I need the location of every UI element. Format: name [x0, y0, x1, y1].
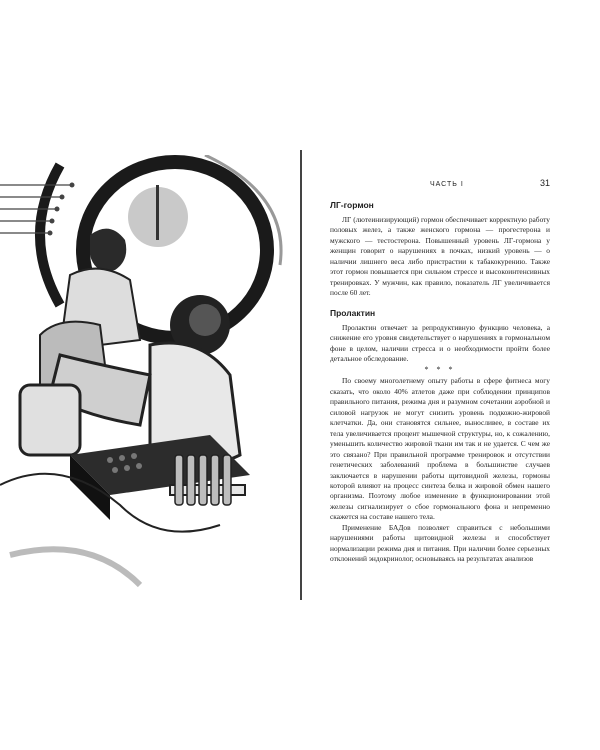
section-separator: * * * — [424, 365, 456, 375]
page-gutter — [300, 150, 302, 600]
section-heading-prolactin: Пролактин — [330, 307, 376, 318]
paragraph: По своему многолетнему опыту работы в сфере фитнеса могу сказать, что около 40% атлетов даже при соблюдении принципов правильного питания, режима дня и разумном сочетании аэробной и силовой нагрузок не могут снизить уровень подкожно-жировой клетчатки. Да, они становятся сильнее, выносливее, в составе их тела увеличивается процент мышечной структуры, но, к сожалению, уменьшить количество жировой ткани им так и не удается. С чем же это связано? При правильной программе тренировок и отсутствии генетических заболеваний проблема в большинстве случаев заключается в нарушении работы щитовидной железы, гормоны которой влияют на процесс синтеза белка и жировой обмен нашего организма. Поэтому любое изменение в функционировании этой железы сигнализирует о сбое гормонального фона и непременно скажется на составе нашего тела. — [330, 376, 550, 522]
paragraph: ЛГ (лютеинизирующий) гормон обеспечивает корректную работу половых желез, а также женского гормона — прогестерона и мужского — тестостерона. Повышенный уровень ЛГ-гормона у женщин говорит о нарушениях в почках, низкий уровень — о наличии лишнего веса либо пристрастии к табакокурению. Также этот гормон повышается при сильном стрессе и высокоинтенсивных тренировках. У мужчин, как правило, показатель ЛГ увеличивается после 60 лет. — [330, 215, 550, 298]
running-head — [330, 178, 550, 192]
part-label: ЧАСТЬ I — [430, 181, 464, 188]
paragraph: Применение БАДов позволяет справиться с небольшими нарушениями работы щитовидной железы и способствует нормализации режима дня и питания. При наличии более серьезных отклонений эндокринолог, основываясь на результатах анализов — [330, 522, 550, 564]
paragraph: Пролактин отвечает за репродуктивную функцию человека, а снижение его уровня свидетельствует о нарушениях в гормональном фоне в целом, наличии стресса и о необходимости пройти более детальное обследование. — [330, 322, 550, 363]
page-number: 31 — [539, 178, 550, 188]
section-heading-lg: ЛГ-гормон — [330, 200, 374, 210]
illustration-page — [0, 155, 300, 600]
illustration-nurse-astronaut — [0, 155, 300, 600]
page-body — [330, 200, 550, 565]
